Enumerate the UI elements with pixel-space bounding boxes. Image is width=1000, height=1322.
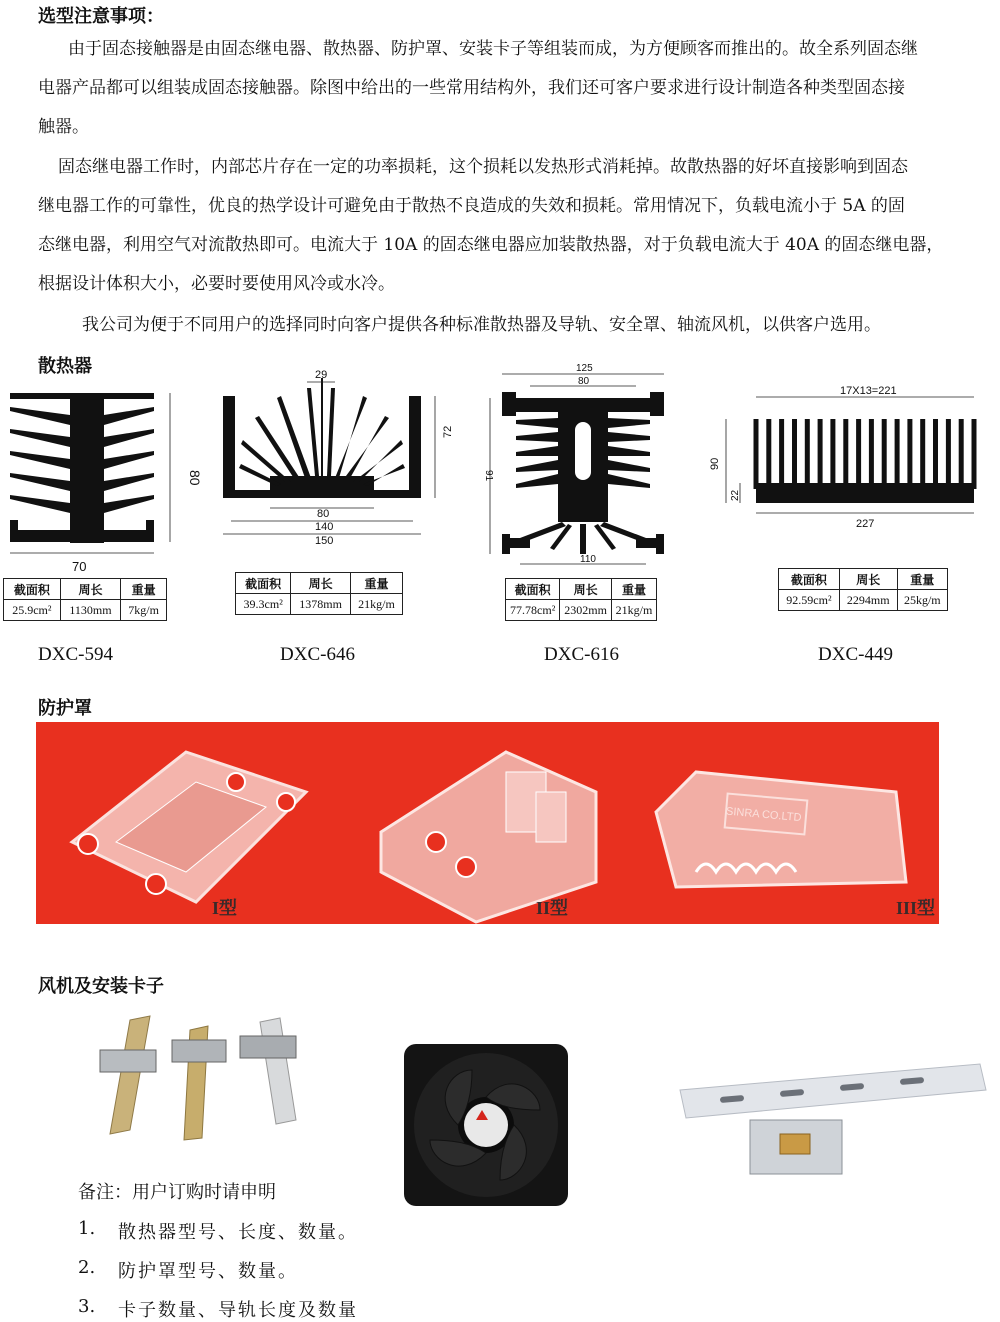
- paragraph-1-line-2: 电器产品都可以组装成固态接触器。除图中给出的一些常用结构外，我们还可客户要求进行设计制造各种类型固态接: [38, 78, 905, 98]
- spec-table-dxc-449: [778, 568, 948, 611]
- dim-dxc-616-bottom: 110: [580, 554, 596, 565]
- heatsink-fin: [933, 419, 938, 489]
- heatsink-fin: [792, 419, 797, 489]
- heatsink-fin: [766, 419, 771, 489]
- spec-table-dxc-646: [235, 572, 403, 615]
- heatsink-title: 散热器: [38, 356, 92, 377]
- model-dxc-646: DXC-646: [280, 644, 355, 665]
- dim-dxc-646-inner: 80: [317, 508, 330, 520]
- heatsink-fin: [895, 419, 900, 489]
- spec-header-perimeter: 周长: [60, 579, 121, 600]
- spec-perimeter: 2302mm: [560, 600, 612, 621]
- heatsink-fin: [818, 419, 823, 489]
- paragraph-1-line-1: 由于固态接触器是由固态继电器、散热器、防护罩、安装卡子等组装而成，为方便顾客而推出的。故全系列固态继: [68, 39, 918, 59]
- spec-header-weight: 重量: [350, 573, 402, 594]
- heatsink-fin: [907, 419, 912, 489]
- heatsink-drawing-dxc-646: [215, 368, 460, 548]
- cover-embossed-text: SINRA CO.LTD: [725, 805, 802, 825]
- paragraph-1-line-3: 触器。: [38, 117, 89, 137]
- dim-dxc-449-width: 227: [856, 518, 875, 530]
- heatsink-drawing-dxc-449: [700, 385, 985, 535]
- dim-dxc-646-outer: 150: [315, 535, 334, 547]
- spec-area: 92.59cm²: [779, 590, 840, 611]
- heatsink-fin: [882, 419, 887, 489]
- cover-type-1-label: I型: [212, 898, 238, 918]
- heatsink-fin: [869, 419, 874, 489]
- dim-dxc-646-mid: 140: [315, 521, 334, 533]
- dim-dxc-449-fins: 17X13=221: [840, 385, 897, 397]
- spec-header-area: 截面积: [236, 573, 291, 594]
- spec-weight: 21kg/m: [611, 600, 656, 621]
- spec-weight: 25kg/m: [897, 590, 947, 611]
- din-rail-image: [680, 1060, 990, 1180]
- notes-item-2: 防护罩型号、数量。: [118, 1261, 298, 1282]
- notes-intro: 备注：用户订购时请申明: [78, 1182, 276, 1203]
- heatsink-drawing-dxc-616: [480, 358, 680, 573]
- cover-type-3-image: [656, 772, 906, 887]
- spec-header-perimeter: 周长: [560, 579, 612, 600]
- spec-perimeter: 1130mm: [60, 600, 121, 621]
- dim-dxc-449-base: 22: [730, 489, 741, 501]
- heatsink-fin: [856, 419, 861, 489]
- dim-dxc-594-height: 80: [187, 470, 203, 486]
- spec-header-perimeter: 周长: [839, 569, 897, 590]
- dim-dxc-449-height: 90: [709, 457, 721, 470]
- heatsink-fin: [830, 419, 835, 489]
- spec-header-area: 截面积: [506, 579, 560, 600]
- spec-header-area: 截面积: [779, 569, 840, 590]
- notes-title: 选型注意事项：: [38, 6, 164, 27]
- model-dxc-449: DXC-449: [818, 644, 893, 665]
- spec-weight: 21kg/m: [350, 594, 402, 615]
- paragraph-3: 我公司为便于不同用户的选择同时向客户提供各种标准散热器及导轨、安全罩、轴流风机，以供客户选用。: [82, 315, 881, 335]
- spec-header-weight: 重量: [121, 579, 167, 600]
- fan-title: 风机及安装卡子: [38, 976, 164, 997]
- model-dxc-594: DXC-594: [38, 644, 113, 665]
- paragraph-2-line-4: 根据设计体积大小，必要时要使用风冷或水冷。: [38, 274, 395, 294]
- din-clips-image: [90, 1010, 310, 1140]
- notes-item-1: 散热器型号、长度、数量。: [118, 1222, 358, 1243]
- heatsink-fin: [779, 419, 784, 489]
- cover-type-2-label: II型: [536, 898, 569, 918]
- spec-header-area: 截面积: [4, 579, 61, 600]
- notes-item-3-number: 3.: [78, 1296, 96, 1317]
- model-dxc-616: DXC-616: [544, 644, 619, 665]
- spec-area: 25.9cm²: [4, 600, 61, 621]
- notes-item-3: 卡子数量、导轨长度及数量: [118, 1300, 358, 1321]
- cover-title: 防护罩: [38, 698, 92, 719]
- heatsink-fin: [972, 419, 977, 489]
- paragraph-2: [38, 148, 978, 304]
- heatsink-fin: [920, 419, 925, 489]
- spec-header-perimeter: 周长: [291, 573, 351, 594]
- heatsink-drawing-dxc-594: [0, 385, 203, 575]
- cover-photo-band: [36, 722, 939, 924]
- dim-dxc-616-top-outer: 125: [576, 363, 593, 374]
- dim-dxc-616-top-inner: 80: [578, 376, 590, 387]
- cover-type-1-image: [72, 752, 306, 902]
- paragraph-1: [38, 30, 978, 147]
- spec-table-dxc-594: [3, 578, 167, 621]
- heatsink-fin: [805, 419, 810, 489]
- paragraph-2-line-1: 固态继电器工作时，内部芯片存在一定的功率损耗，这个损耗以发热形式消耗掉。故散热器的好坏直接影响到固态: [58, 157, 908, 177]
- heatsink-fin: [843, 419, 848, 489]
- paragraph-2-line-2: 继电器工作的可靠性，优良的热学设计可避免由于散热不良造成的失效和损耗。常用情况下，负载电流小于 5A 的固: [38, 196, 905, 216]
- spec-area: 77.78cm²: [506, 600, 560, 621]
- spec-header-weight: 重量: [897, 569, 947, 590]
- spec-weight: 7kg/m: [121, 600, 167, 621]
- notes-item-2-number: 2.: [78, 1257, 96, 1278]
- heatsink-fin: [946, 419, 951, 489]
- dim-dxc-646-height: 72: [442, 425, 454, 438]
- spec-perimeter: 2294mm: [839, 590, 897, 611]
- dim-dxc-646-top: 29: [315, 369, 328, 381]
- heatsink-fin: [959, 419, 964, 489]
- axial-fan-image: [400, 1040, 572, 1210]
- notes-item-1-number: 1.: [78, 1218, 96, 1239]
- spec-table-dxc-616: [505, 578, 657, 621]
- dim-dxc-594-width: 70: [72, 559, 87, 574]
- paragraph-2-line-3: 态继电器，利用空气对流散热即可。电流大于 10A 的固态继电器应加装散热器，对于负载电流大于 40A 的固态继电器，: [38, 235, 944, 255]
- spec-perimeter: 1378mm: [291, 594, 351, 615]
- spec-header-weight: 重量: [611, 579, 656, 600]
- dim-dxc-616-height: 91: [483, 470, 494, 482]
- spec-area: 39.3cm²: [236, 594, 291, 615]
- cover-type-3-label: III型: [896, 898, 936, 918]
- heatsink-fin: [754, 419, 759, 489]
